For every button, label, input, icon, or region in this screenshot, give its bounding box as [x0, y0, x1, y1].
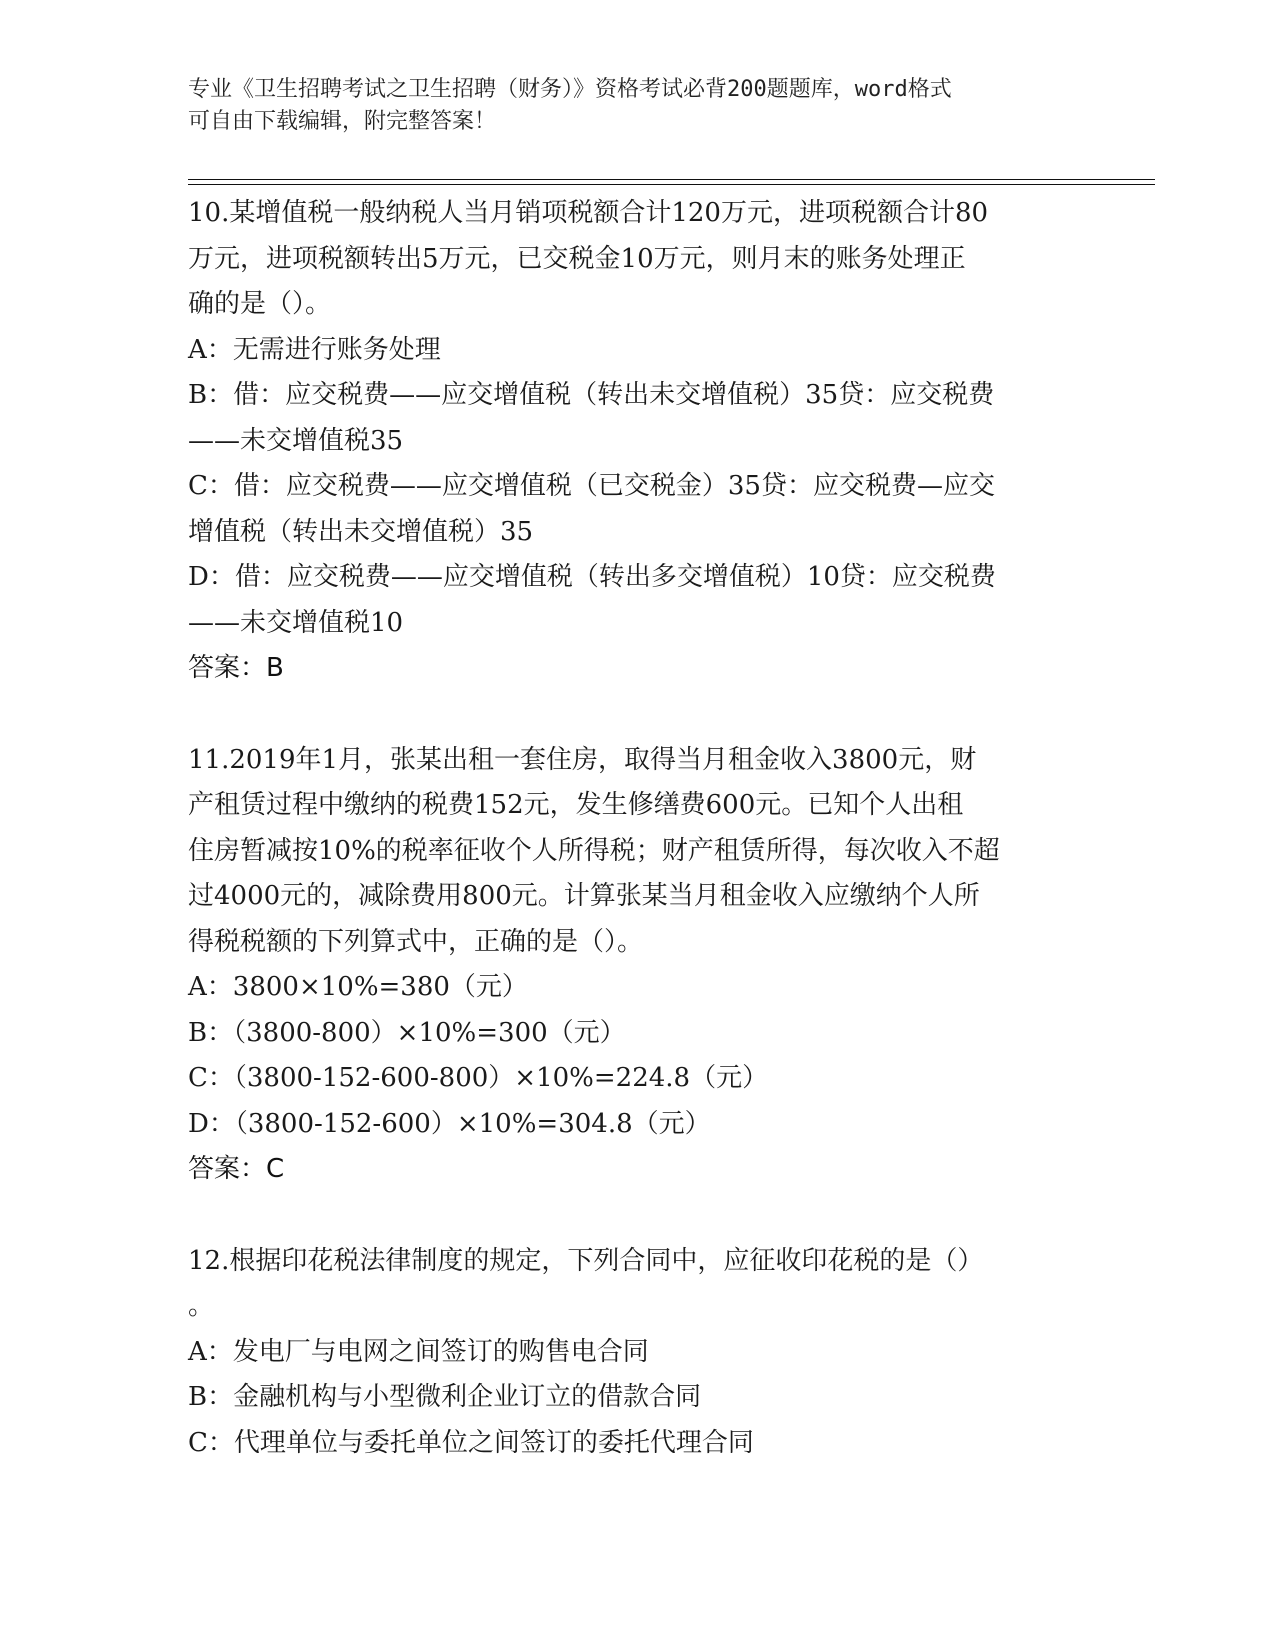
question-11 [188, 738, 1088, 1193]
question-text-line: 。 [188, 1291, 215, 1321]
question-text-line: 产租赁过程中缴纳的税费152元，发生修缮费600元。已知个人出租 [188, 790, 964, 820]
option-a: A：发电厂与电网之间签订的购售电合同 [188, 1336, 649, 1367]
answer-label: 答案：B [188, 653, 284, 683]
spacer [188, 692, 1088, 738]
spacer [188, 1193, 1088, 1239]
option-b: B：金融机构与小型微利企业订立的借款合同 [188, 1382, 702, 1412]
option-b: B：借：应交税费——应交增值税（转出未交增值税）35贷：应交税费 [188, 380, 995, 410]
question-text-line: 万元，进项税额转出5万元，已交税金10万元，则月末的账务处理正 [188, 243, 966, 274]
question-text-line: 11.2019年1月，张某出租一套住房，取得当月租金收入3800元，财 [188, 744, 977, 775]
option-c: C：借：应交税费——应交增值税（已交税金）35贷：应交税费—应交 [188, 471, 995, 501]
header-title-line-2: 可自由下载编辑，附完整答案！ [188, 109, 497, 134]
option-d-continued: ——未交增值税10 [188, 607, 404, 638]
header-title-line-1: 专业《卫生招聘考试之卫生招聘（财务）》资格考试必背200题题库，word格式 [188, 77, 952, 102]
question-12 [188, 1239, 1088, 1467]
question-text-line: 过4000元的，减除费用800元。计算张某当月租金收入应缴纳个人所 [188, 881, 980, 911]
option-c-continued: 增值税（转出未交增值税）35 [188, 516, 534, 547]
header-divider-top [188, 179, 1155, 180]
option-c: C：代理单位与委托单位之间签订的委托代理合同 [188, 1427, 754, 1458]
question-text-line: 确的是（）。 [188, 289, 332, 319]
option-c: C：（3800-152-600-800）×10%=224.8（元） [188, 1063, 769, 1093]
question-text-line: 12.根据印花税法律制度的规定，下列合同中，应征收印花税的是（） [188, 1245, 984, 1276]
option-a: A：无需进行账务处理 [188, 334, 441, 365]
option-b-continued: ——未交增值税35 [188, 425, 404, 456]
question-10 [188, 191, 1088, 692]
question-text-line: 10.某增值税一般纳税人当月销项税额合计120万元，进项税额合计80 [188, 198, 989, 228]
question-text-line: 住房暂减按10%的税率征收个人所得税；财产租赁所得，每次收入不超 [188, 835, 1000, 866]
question-list [188, 191, 1088, 1466]
option-d: D：（3800-152-600）×10%=304.8（元） [188, 1108, 711, 1139]
option-d: D：借：应交税费——应交增值税（转出多交增值税）10贷：应交税费 [188, 562, 996, 592]
question-text-line: 得税税额的下列算式中，正确的是（）。 [188, 926, 644, 957]
option-b: B：（3800-800）×10%=300（元） [188, 1017, 626, 1048]
answer-label: 答案：C [188, 1154, 285, 1184]
option-a: A：3800×10%=380（元） [188, 972, 528, 1002]
header-divider-bottom [188, 184, 1155, 185]
document-header [188, 74, 1088, 138]
